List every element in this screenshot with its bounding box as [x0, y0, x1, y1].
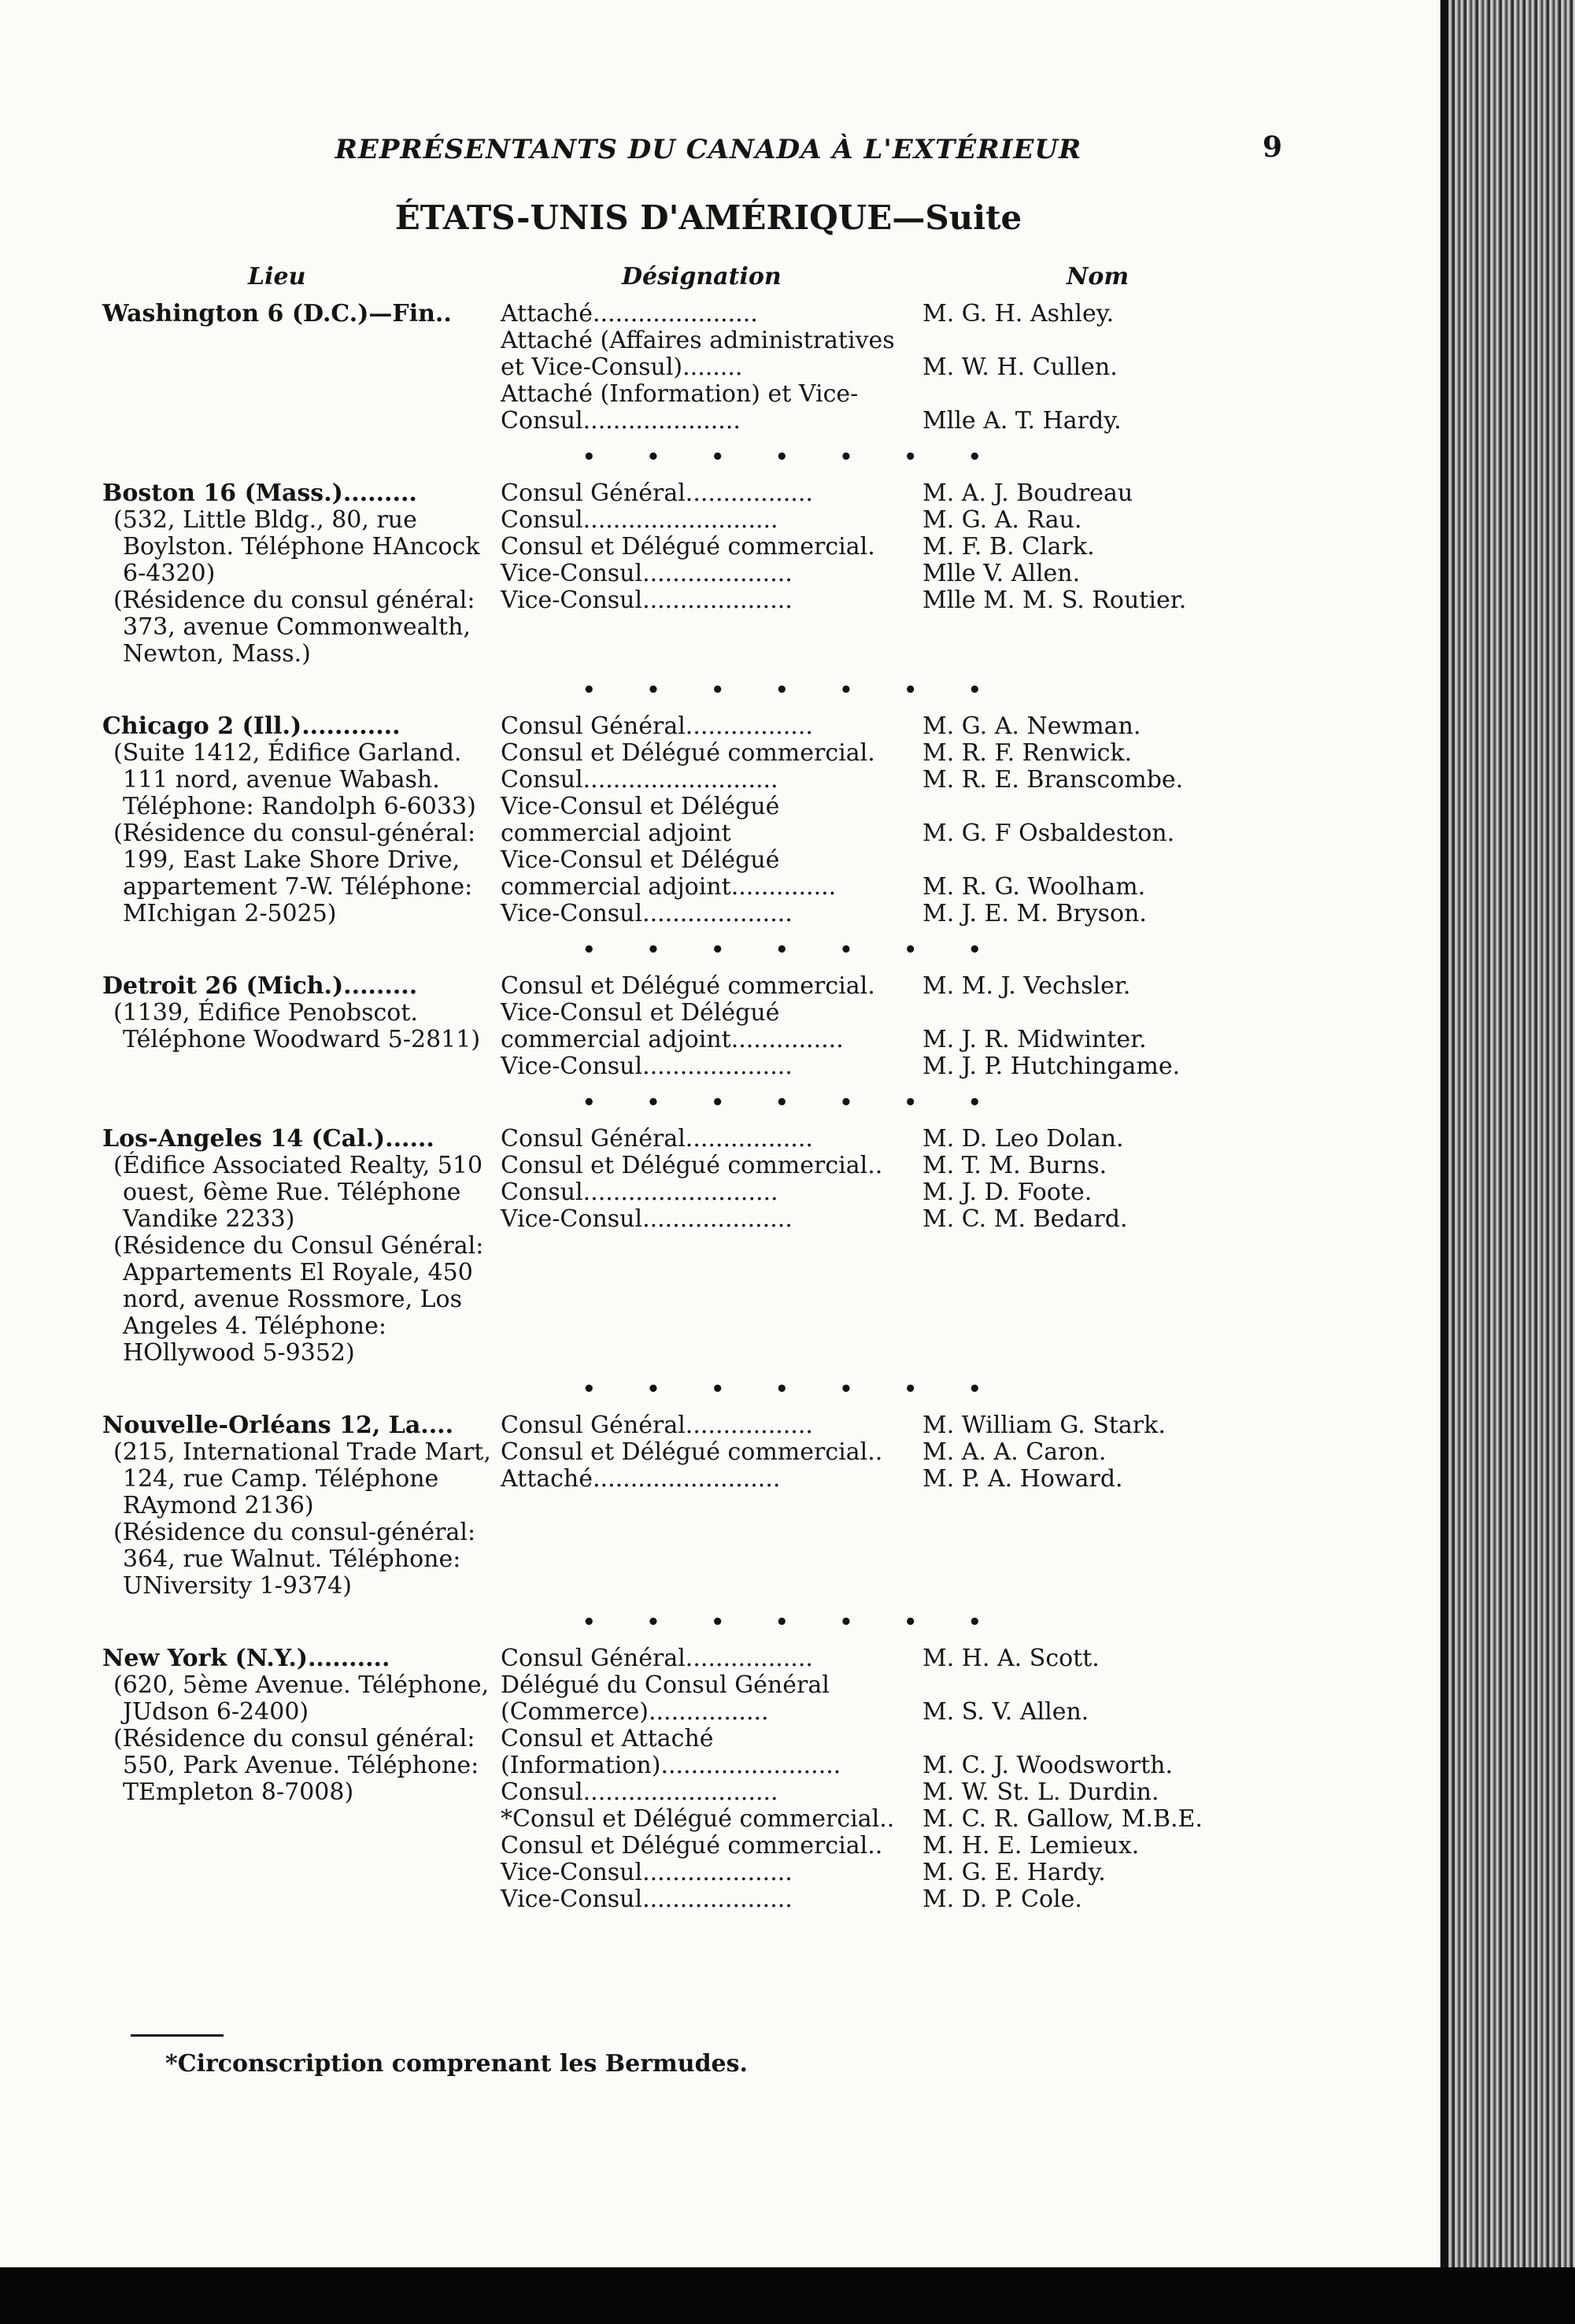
location-cell — [102, 301, 496, 328]
official-name: M. S. V. Allen. — [922, 1698, 1089, 1726]
scan-bottom-border — [0, 2267, 1575, 2324]
column-header-nom: Nom — [1067, 263, 1129, 290]
designation: Consul Général................. — [501, 479, 813, 507]
official-name: M. R. E. Branscombe. — [922, 766, 1184, 794]
designation: Vice-Consul et Délégué commercial adjoint.............. — [501, 846, 837, 901]
designation: Consul Général................. — [501, 712, 813, 740]
offices-list — [496, 1126, 1283, 1233]
location-cell — [102, 1645, 496, 1806]
binding-shadow — [1440, 0, 1448, 2267]
official-name: M. R. F. Renwick. — [922, 739, 1133, 767]
official-name: M. J. D. Foote. — [922, 1179, 1093, 1206]
designation: Consul et Délégué commercial.. — [501, 1438, 883, 1466]
designation: Vice-Consul.................... — [501, 1859, 793, 1886]
office-row — [496, 1439, 1283, 1466]
address-line: (Résidence du Consul Général: Appartements El Royale, 450 nord, avenue Rossmore, Los Angeles 4. Téléphone: HOllywood 5-9352) — [113, 1232, 484, 1367]
designation: Consul et Délégué commercial. — [501, 533, 875, 561]
separator-dots: • • • • • • • — [582, 446, 1004, 469]
footnote: *Circonscription comprenant les Bermudes. — [165, 2050, 748, 2078]
office-row — [496, 1053, 1283, 1080]
designation: Consul.......................... — [501, 506, 778, 534]
section-separator — [102, 1367, 1283, 1412]
official-name: M. F. B. Clark. — [922, 533, 1095, 561]
official-name: M. W. St. L. Durdin. — [922, 1778, 1159, 1806]
designation: Vice-Consul.................... — [501, 1205, 793, 1233]
city-name: Boston 16 (Mass.)......... — [102, 479, 417, 507]
designation: Vice-Consul et Délégué commercial adjoint — [501, 793, 780, 847]
location-cell — [102, 1126, 496, 1367]
office-row — [496, 1153, 1283, 1179]
section-separator — [102, 668, 1283, 713]
offices-list — [496, 301, 1283, 435]
location-cell — [102, 480, 496, 668]
address-line: (532, Little Bldg., 80, rue Boylston. Téléphone HAncock 6-4320) — [113, 506, 480, 587]
office-row — [496, 1806, 1283, 1833]
official-name: M. M. J. Vechsler. — [922, 972, 1131, 1000]
city-name: New York (N.Y.).......... — [102, 1645, 390, 1672]
office-row — [496, 740, 1283, 767]
location-entry — [102, 301, 1283, 435]
official-name: M. J. P. Hutchingame. — [922, 1053, 1181, 1080]
location-cell — [102, 713, 496, 927]
office-row — [496, 847, 1283, 901]
official-name: M. C. M. Bedard. — [922, 1205, 1128, 1233]
offices-list — [496, 1412, 1283, 1493]
designation: *Consul et Délégué commercial.. — [501, 1805, 895, 1833]
location-entry — [102, 1645, 1283, 1913]
official-name: M. G. F Osbaldeston. — [922, 820, 1175, 847]
office-row — [496, 1000, 1283, 1053]
designation: Consul.......................... — [501, 1778, 778, 1806]
office-row — [496, 1779, 1283, 1806]
office-row — [496, 901, 1283, 927]
location-entry — [102, 713, 1283, 927]
offices-list — [496, 480, 1283, 614]
offices-list — [496, 973, 1283, 1080]
official-name: M. C. R. Gallow, M.B.E. — [922, 1805, 1203, 1833]
binding-edge — [1440, 0, 1575, 2267]
official-name: M. P. A. Howard. — [922, 1465, 1123, 1493]
official-name: M. A. J. Boudreau — [922, 479, 1133, 507]
location-cell — [102, 1412, 496, 1600]
office-row — [496, 1466, 1283, 1493]
official-name: Mlle V. Allen. — [922, 560, 1081, 587]
separator-dots: • • • • • • • — [582, 679, 1004, 702]
office-row — [496, 1726, 1283, 1779]
designation: Attaché (Affaires administratives et Vice-Consul)........ — [501, 327, 895, 381]
official-name: M. T. M. Burns. — [922, 1152, 1107, 1179]
address-line: (1139, Édifice Penobscot. Téléphone Woodward 5-2811) — [113, 999, 481, 1053]
running-title: REPRÉSENTANTS DU CANADA À L'EXTÉRIEUR — [335, 134, 1082, 165]
official-name: M. A. A. Caron. — [922, 1438, 1107, 1466]
office-row — [496, 328, 1283, 381]
official-name: M. William G. Stark. — [922, 1412, 1166, 1439]
column-header-designation: Désignation — [622, 263, 782, 290]
official-name: M. J. E. M. Bryson. — [922, 900, 1147, 927]
location-entry — [102, 1126, 1283, 1367]
office-row — [496, 1206, 1283, 1233]
designation: Consul et Délégué commercial.. — [501, 1152, 883, 1179]
office-row — [496, 587, 1283, 614]
designation: Consul et Attaché (Information)........................ — [501, 1725, 841, 1779]
city-name: Washington 6 (D.C.)—Fin.. — [102, 300, 452, 328]
official-name: Mlle M. M. S. Routier. — [922, 587, 1187, 614]
office-row — [496, 1126, 1283, 1153]
city-name: Detroit 26 (Mich.)......... — [102, 972, 418, 1000]
separator-dots: • • • • • • • — [582, 938, 1004, 962]
designation: Vice-Consul.................... — [501, 587, 793, 614]
office-row — [496, 1886, 1283, 1913]
designation: Consul.......................... — [501, 766, 778, 794]
designation: Vice-Consul.................... — [501, 900, 793, 927]
designation: Consul et Délégué commercial.. — [501, 1832, 883, 1860]
location-cell — [102, 973, 496, 1053]
official-name: M. D. P. Cole. — [922, 1885, 1082, 1913]
address-line: (Édifice Associated Realty, 510 ouest, 6ème Rue. Téléphone Vandike 2233) — [113, 1152, 483, 1233]
section-separator — [102, 927, 1283, 973]
designation: Consul et Délégué commercial. — [501, 739, 875, 767]
designation: Consul Général................. — [501, 1125, 813, 1153]
separator-dots: • • • • • • • — [582, 1091, 1004, 1115]
office-row — [496, 561, 1283, 587]
office-row — [496, 1179, 1283, 1206]
official-name: M. D. Leo Dolan. — [922, 1125, 1124, 1153]
column-header-lieu: Lieu — [248, 263, 306, 290]
office-row — [496, 534, 1283, 561]
offices-list — [496, 713, 1283, 927]
city-name: Los-Angeles 14 (Cal.)...... — [102, 1125, 434, 1153]
separator-dots: • • • • • • • — [582, 1378, 1004, 1401]
footnote-rule — [131, 2034, 224, 2037]
location-entry — [102, 973, 1283, 1080]
official-name: M. G. E. Hardy. — [922, 1859, 1106, 1886]
designation: Attaché......................... — [501, 1465, 781, 1493]
designation: Consul.......................... — [501, 1179, 778, 1206]
office-row — [496, 1412, 1283, 1439]
office-row — [496, 381, 1283, 435]
city-name: Chicago 2 (Ill.)............ — [102, 712, 401, 740]
official-name: M. W. H. Cullen. — [922, 353, 1118, 381]
location-entry — [102, 480, 1283, 668]
section-separator — [102, 1080, 1283, 1126]
address-line: (Résidence du consul général: 373, avenue Commonwealth, Newton, Mass.) — [113, 587, 475, 668]
office-row — [496, 507, 1283, 534]
designation: Attaché (Information) et Vice-Consul..................... — [501, 380, 859, 435]
designation: Consul Général................. — [501, 1645, 813, 1672]
location-entry — [102, 1412, 1283, 1600]
address-line: (Résidence du consul-général: 364, rue Walnut. Téléphone: UNiversity 1-9374) — [113, 1519, 476, 1600]
office-row — [496, 1833, 1283, 1860]
official-name: M. R. G. Woolham. — [922, 873, 1146, 901]
office-row — [496, 480, 1283, 507]
address-line: (Suite 1412, Édifice Garland. 111 nord, avenue Wabash. Téléphone: Randolph 6-6033) — [113, 739, 476, 820]
official-name: M. H. E. Lemieux. — [922, 1832, 1140, 1860]
section-separator — [102, 1600, 1283, 1645]
page-number: 9 — [1263, 131, 1283, 164]
official-name: M. G. H. Ashley. — [922, 300, 1115, 328]
designation: Délégué du Consul Général (Commerce)................ — [501, 1671, 830, 1726]
office-row — [496, 1672, 1283, 1726]
address-line: (620, 5ème Avenue. Téléphone, JUdson 6-2400) — [113, 1671, 490, 1726]
designation: Vice-Consul.................... — [501, 1053, 793, 1080]
directory-listing — [102, 301, 1283, 1913]
office-row — [496, 301, 1283, 328]
designation: Vice-Consul.................... — [501, 1885, 793, 1913]
separator-dots: • • • • • • • — [582, 1611, 1004, 1634]
city-name: Nouvelle-Orléans 12, La.... — [102, 1412, 454, 1439]
designation: Attaché...................... — [501, 300, 758, 328]
office-row — [496, 1645, 1283, 1672]
designation: Consul et Délégué commercial. — [501, 972, 875, 1000]
official-name: M. G. A. Newman. — [922, 712, 1141, 740]
address-line: (Résidence du consul-général: 199, East Lake Shore Drive, appartement 7-W. Téléphone: MIchigan 2-5025) — [113, 820, 476, 927]
official-name: M. C. J. Woodsworth. — [922, 1752, 1174, 1779]
office-row — [496, 767, 1283, 794]
office-row — [496, 1860, 1283, 1886]
official-name: M. J. R. Midwinter. — [922, 1026, 1147, 1053]
designation: Vice-Consul.................... — [501, 560, 793, 587]
office-row — [496, 973, 1283, 1000]
offices-list — [496, 1645, 1283, 1913]
official-name: M. G. A. Rau. — [922, 506, 1082, 534]
section-separator — [102, 435, 1283, 480]
designation: Consul Général................. — [501, 1412, 813, 1439]
official-name: Mlle A. T. Hardy. — [922, 407, 1122, 435]
official-name: M. H. A. Scott. — [922, 1645, 1100, 1672]
address-line: (Résidence du consul général: 550, Park Avenue. Téléphone: TEmpleton 8-7008) — [113, 1725, 479, 1806]
designation: Vice-Consul et Délégué commercial adjoint............... — [501, 999, 844, 1053]
office-row — [496, 794, 1283, 847]
office-row — [496, 713, 1283, 740]
section-title: ÉTATS-UNIS D'AMÉRIQUE—Suite — [394, 198, 1022, 237]
address-line: (215, International Trade Mart, 124, rue Camp. Téléphone RAymond 2136) — [113, 1438, 491, 1519]
